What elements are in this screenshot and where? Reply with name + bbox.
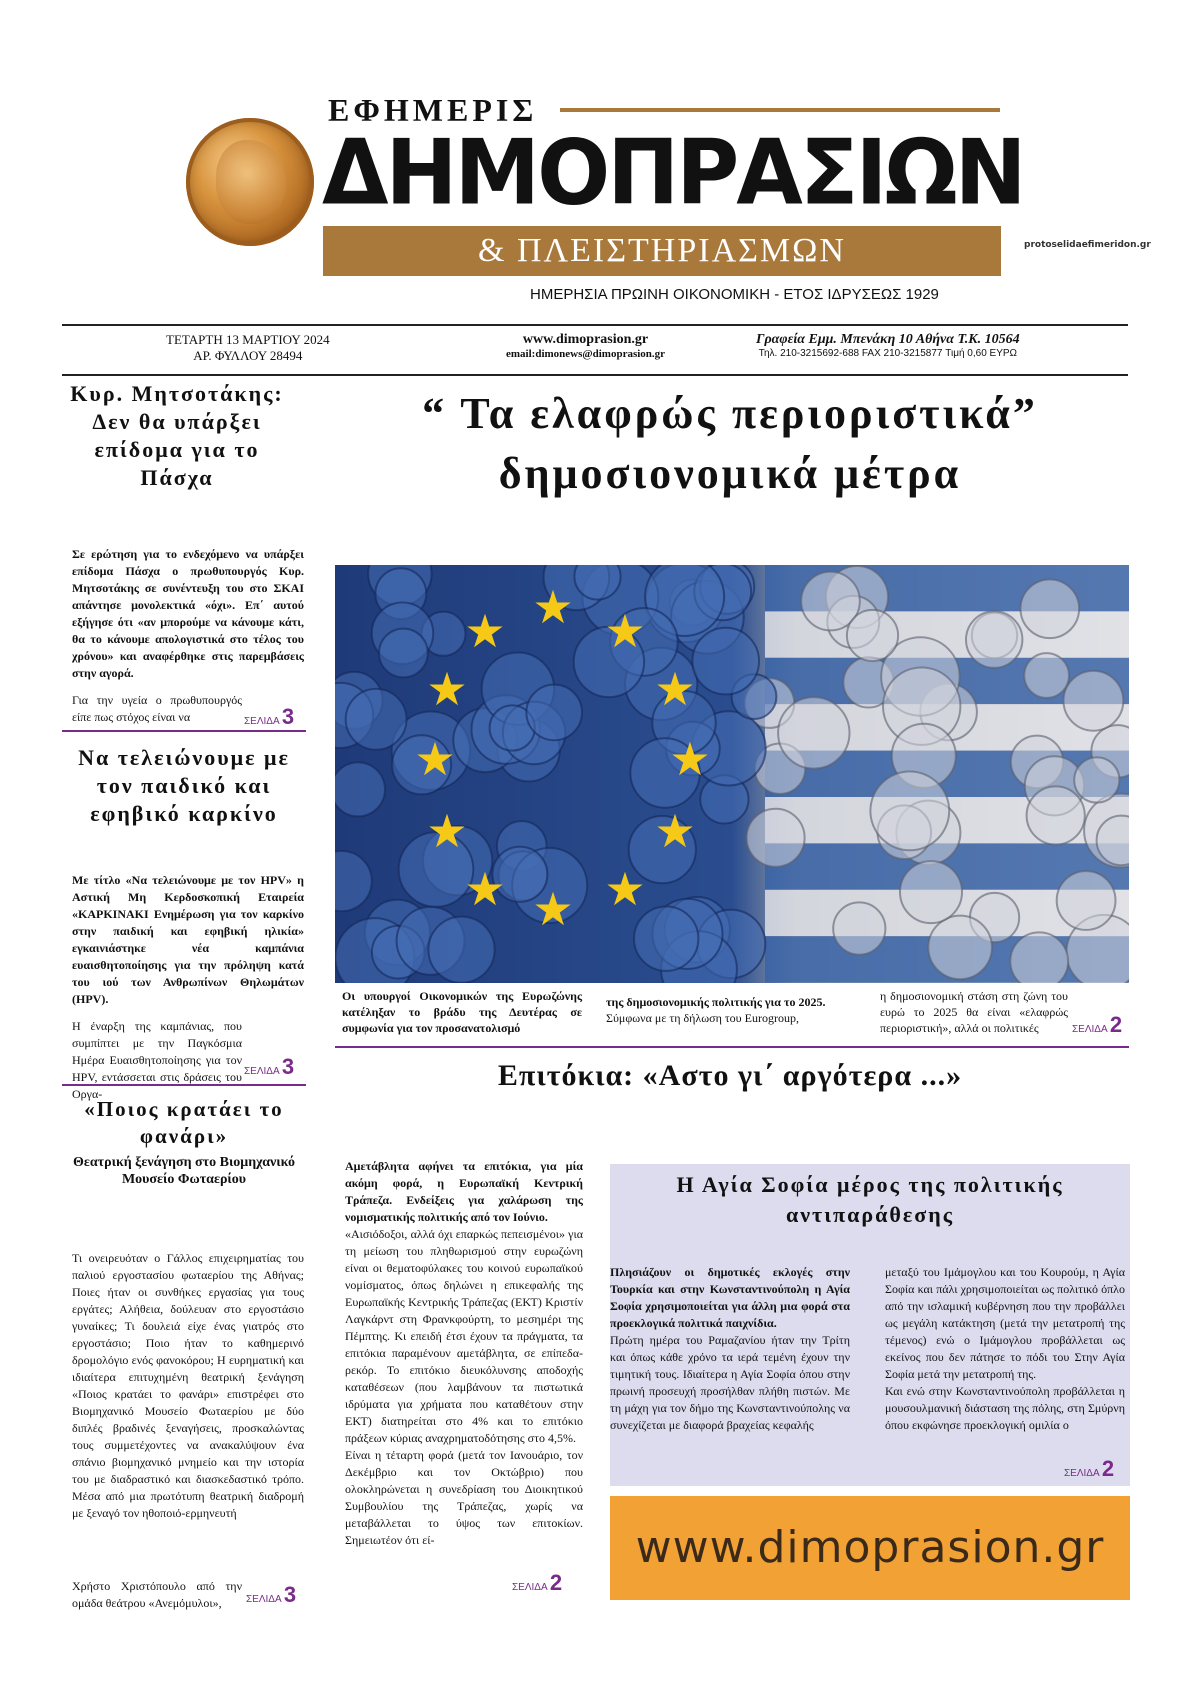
coin xyxy=(1074,757,1119,802)
email-link[interactable]: email:dimonews@dimoprasion.gr xyxy=(506,348,666,360)
divider xyxy=(335,1046,1129,1048)
article-text-sofia: Πρώτη ημέρα του Ραμαζανίου ήταν την Τρίτη και όπως κάθε χρόνο τα ιερά τεμένη έχουν την τιμητική τους. Ιδιαίτερα η Αγία Σοφία όπου στην πρωινή προσευχή προσήλθαν πλήθη πιστών. Με τη μάχη για τον δήμο της Κωνσταντινούπολης να συνεχίζεται με διαφορά βραχείας κεφαλής xyxy=(610,1333,850,1432)
article-text-fanari-cont: Χρήστο Χριστόπουλο από την ομάδα θεάτρου «Ανεμόμυλοι», xyxy=(72,1579,242,1610)
article-lead-sofia: Πλησιάζουν οι δημοτικές εκλογές στην Τουρκία και στην Κωνσταντινούπολη η Αγία Σοφία χρησιμοποιείται για άλλη μια φορά στα προεκλογικά πολιτικά παιχνίδια. xyxy=(610,1265,850,1330)
page-ref-number: 2 xyxy=(549,1570,563,1595)
website-banner[interactable] xyxy=(610,1496,1130,1600)
article-text-cancer: Με τίτλο «Να τελειώνουμε με τον HPV» η Αστική Μη Κερδοσκοπική Εταιρεία «ΚΑΡΚΙΝΑΚΙ Ενημέρωση για τον καρκίνο στην παιδική και εφηβική ηλικία» εγκαινιάστηκε νέα καμπάνια ευαισθητοποίησης για την πρόληψη κατά του ιού των Ανθρωπίνων Θηλωμάτων (HPV). xyxy=(72,873,304,1006)
divider xyxy=(62,1084,306,1086)
page-ref-number: 2 xyxy=(1109,1012,1123,1037)
page-ref-link[interactable] xyxy=(244,1054,294,1080)
article-sofia-col1 xyxy=(610,1264,850,1434)
divider xyxy=(62,374,1128,376)
page-ref-link[interactable] xyxy=(244,704,294,730)
masthead-tagline: ΗΜΕΡΗΣΙΑ ΠΡΩΙΝΗ ΟΙΚΟΝΟΜΙΚΗ - ΕΤΟΣ ΙΔΡΥΣΕΩΣ 1929 xyxy=(530,286,939,303)
coin xyxy=(778,697,849,768)
page-ref-label: ΣΕΛΙΔΑ xyxy=(1072,1024,1108,1035)
page-ref-label: ΣΕΛΙΔΑ xyxy=(244,716,280,727)
coin xyxy=(1021,580,1080,639)
page-ref-label: ΣΕΛΙΔΑ xyxy=(244,1066,280,1077)
article-headline-mitsotakis[interactable]: Κυρ. Μητσοτάκης: Δεν θα υπάρξει επίδομα για το Πάσχα xyxy=(70,381,284,490)
article-text-sofia-cont: μεταξύ του Ιμάμογλου και του Κουρούμ, η Αγία Σοφία και πάλι χρησιμοποιείται ως πολιτικό όπλο από την ισλαμική κυβέρνηση που την προβάλλει ως μεγάλη κατάκτηση (μετά την μετατροπή της τέμενος) ενώ ο Ιμάμογλου προβάλλεται ως εκείνος που δεν πάτησε το πόδι του Στην Αγία Σοφία μετά την μετατροπή της. xyxy=(885,1265,1125,1381)
eu-star-icon: ★ xyxy=(604,604,646,658)
coin xyxy=(346,689,407,750)
coin xyxy=(747,809,805,867)
article-text-rates: «Αισιόδοξοι, αλλά όχι επαρκώς πεπεισμένοι» για τη μείωση του πληθωρισμού στην ευρωζώνη είναι οι θεματοφύλακες του κοινού ευρωπαϊκού νομίσματος, όπως δηλώνει η επικεφαλής της Ευρωπαϊκής Κεντρικής Τράπεζας (ΕΚΤ) Κριστίν Λαγκάρντ στη Φρανκφούρτη, το μεσημέρι της Πέμπτης. Κι επειδή έτσι έχουν τα πράγματα, τα επιτόκια παραμένουν αμετάβλητα, σε επίπεδα-ρεκόρ. Το επιτόκιο διευκόλυνσης αποδοχής καταθέσεων (που λαμβάνουν τα πιστωτικά ιδρύματα για χρήματα που καταθέτουν στην ΕΚΤ) διατηρείται στο 4% και το επιτόκιο πράξεων κύριας αναχρηματοδότησης στο 4,5%. xyxy=(345,1227,583,1445)
eu-star-icon: ★ xyxy=(464,862,506,916)
page-ref-number: 3 xyxy=(281,704,295,729)
masthead-ephemeris: ΕΦΗΜΕΡΙΣ xyxy=(328,92,538,128)
eu-star-icon: ★ xyxy=(532,580,574,634)
office-contacts: Τηλ. 210-3215692-688 FAX 210-3215877 Τιμή 0,60 ΕΥΡΩ xyxy=(758,348,1018,359)
coin xyxy=(1064,671,1124,731)
article-headline-sofia[interactable]: Η Αγία Σοφία μέρος της πολιτικής αντιπαράθεσης xyxy=(676,1172,1064,1227)
eu-greek-flag-coins-photo xyxy=(335,565,1129,983)
article-text-mitsotakis-cont: Για την υγεία ο πρωθυπουργός είπε πως στόχος είναι να xyxy=(72,693,242,724)
page-ref-link[interactable] xyxy=(246,1582,296,1608)
photo-caption-middle xyxy=(606,994,856,1026)
issue-number: ΑΡ. ΦΥΛΛΟΥ 28494 xyxy=(193,348,303,363)
coin xyxy=(526,685,582,741)
article-text-cancer-cont: Η έναρξη της καμπάνιας, που συμπίπτει με την Παγκόσμια Ημέρα Ευαισθητοποίησης για τον HPV, εντάσσεται στις δράσεις του Οργα- xyxy=(72,1019,242,1101)
coin xyxy=(1027,786,1085,844)
masthead-title: ΔΗΜΟΠΡΑΣΙΩΝ xyxy=(322,120,1024,226)
eu-star-icon: ★ xyxy=(532,882,574,936)
eu-star-icon: ★ xyxy=(464,604,506,658)
eu-star-icon: ★ xyxy=(426,662,468,716)
article-headline-rates[interactable]: Επιτόκια: «Αστο γι΄ αργότερα ...» xyxy=(497,1059,963,1092)
coin xyxy=(335,762,385,816)
masthead-rule xyxy=(560,108,1000,112)
page-ref-number: 3 xyxy=(283,1582,297,1607)
divider xyxy=(62,324,1128,326)
article-headline-fanari[interactable]: «Ποιος κρατάει το φανάρι» xyxy=(84,1097,284,1148)
coin xyxy=(1024,653,1069,698)
article-sofia-col2 xyxy=(885,1264,1125,1434)
banner-text: www.dimoprasion.gr xyxy=(635,1522,1105,1573)
photo-caption-lead: Οι υπουργοί Οικονομικών της Ευρωζώνης κατέληξαν το βράδυ της Δευτέρας σε συμφωνία για τον προσανατολισμό xyxy=(342,989,582,1035)
main-headline[interactable]: “ Τα ελαφρώς περιοριστικά” δημοσιονομικά μέτρα xyxy=(422,389,1038,498)
eu-star-icon: ★ xyxy=(654,662,696,716)
office-address: Γραφεία Εμμ. Μπενάκη 10 Αθήνα Τ.Κ. 10564 xyxy=(756,332,1020,347)
eu-star-icon: ★ xyxy=(414,732,456,786)
watermark-site-tag: protoselidaefimeridon.gr xyxy=(1024,240,1151,250)
article-text-sofia-end: Και ενώ στην Κωνσταντινούπολη προβάλλεται η μουσουλμανική διάσταση της πόλης, στη Σμύρνη όπου εκφώνησε προεκλογική ομιλία ο xyxy=(885,1384,1125,1432)
article-lead-rates: Αμετάβλητα αφήνει τα επιτόκια, για μία ακόμη φορά, η Ευρωπαϊκή Κεντρική Τράπεζα. Ενδείξεις για χαλάρωση της νομισματικής πολιτικής από τον Ιούνιο. xyxy=(345,1159,583,1224)
office-block xyxy=(756,332,1020,359)
page-ref-link[interactable] xyxy=(512,1570,562,1596)
page-ref-link[interactable] xyxy=(1072,1012,1122,1038)
coin xyxy=(428,917,494,983)
article-headline-cancer[interactable]: Να τελειώνουμε με τον παιδικό και εφηβικό καρκίνο xyxy=(78,745,290,826)
page-ref-link[interactable] xyxy=(1064,1456,1114,1482)
coin xyxy=(900,861,962,923)
coin xyxy=(847,610,898,661)
eu-star-icon: ★ xyxy=(669,732,711,786)
photo-caption-middle-a: της δημοσιονομικής πολιτικής για το 2025. xyxy=(606,995,826,1009)
coin xyxy=(634,907,698,971)
article-text-rates-cont: Είναι η τέταρτη φορά (μετά τον Ιανουάριο, τον Δεκέμβριο και τον Οκτώβριο) που ολοκληρώνεται η συνεδρίαση του Διοικητικού Συμβουλίου της Τράπεζας, χωρίς να μεταβάλλεται το ύψος των επιτοκίων. Σημειωτέον ότι εί- xyxy=(345,1448,583,1547)
coin xyxy=(1057,871,1116,930)
coin xyxy=(833,902,885,954)
issue-date: ΤΕΤΑΡΤΗ 13 ΜΑΡΤΙΟΥ 2024 xyxy=(166,332,330,347)
website-link[interactable]: www.dimoprasion.gr xyxy=(522,332,649,347)
masthead-subtitle: & ΠΛΕΙΣΤΗΡΙΑΣΜΩΝ xyxy=(323,226,1001,276)
photo-caption-end: η δημοσιονομική στάση στη ζώνη του ευρώ το 2025 θα είναι «ελαφρώς περιοριστική», αλλά οι πολιτικές xyxy=(880,989,1068,1035)
article-subheadline-fanari: Θεατρική ξενάγηση στο Βιομηχανικό Μουσείο Φωταερίου xyxy=(72,1155,296,1187)
article-rates xyxy=(345,1158,583,1549)
coin xyxy=(1010,932,1068,983)
eu-star-icon: ★ xyxy=(426,804,468,858)
page-ref-label: ΣΕΛΙΔΑ xyxy=(512,1582,548,1593)
photo-caption-middle-b: Σύμφωνα με τη δήλωση του Eurogroup, xyxy=(606,1011,799,1025)
coin xyxy=(966,611,1022,667)
page-ref-number: 2 xyxy=(1101,1456,1115,1481)
page-ref-label: ΣΕΛΙΔΑ xyxy=(246,1594,282,1605)
date-issue-block xyxy=(166,332,330,364)
eu-star-icon: ★ xyxy=(604,862,646,916)
coin xyxy=(928,916,992,980)
page-ref-number: 3 xyxy=(281,1054,295,1079)
coin xyxy=(692,628,759,695)
coin xyxy=(379,629,428,678)
web-contact-block xyxy=(506,332,665,360)
coin xyxy=(870,772,949,851)
page-ref-label: ΣΕΛΙΔΑ xyxy=(1064,1468,1100,1479)
divider xyxy=(62,730,306,732)
article-text-fanari: Τι ονειρευόταν ο Γάλλος επιχειρηματίας του παλιού εργοστασίου φωταερίου της Αθήνας; Ποιες ήταν οι συνθήκες εργασίας για τους εργάτες; Αλήθεια, δούλευαν στο εργοστάσιο γυναίκες; Τι δουλειά είχε ένας γιατρός στο εργοστάσιο; Ποιο ήταν το καθημερινό δρομολόγιο ενός φανοκόρου; Η ευρηματική και ιδιαίτερα επιτυχημένη θεατρική ξενάγηση «Ποιος κρατάει το φανάρι» επιστρέφει στο Βιομηχανικό Μουσείο Φωταερίου με δύο διπλές βραδινές ξεναγήσεις, προσκαλώντας τους συμμετέχοντες να ανακαλύψουν ένα σπάνιο βιομηχανικό μνημείο και την ιστορία του με διαδραστικό και διασκεδαστικό τρόπο. Μέσα από μια πρωτότυπη θεατρική διαδρομή με ξεναγό τον ηθοποιό-ερμηνευτή xyxy=(72,1251,304,1520)
article-text-mitsotakis: Σε ερώτηση για το ενδεχόμενο να υπάρξει επίδομα Πάσχα ο πρωθυπουργός Κυρ. Μητσοτάκης σε συνέντευξη του στο ΣΚΑΙ απάντησε μονολεκτικά «όχι». Επ΄ αυτού εξήγησε ότι «αν μπορούμε να κάνουμε κάτι, θα το κάνουμε απολογιστικά στο τέλος του χρόνου» και αναφέρθηκε στις παρεμβάσεις στην αγορά. xyxy=(72,547,304,680)
coin-face-icon xyxy=(216,140,286,224)
coin-logo-icon xyxy=(186,118,314,246)
eu-star-icon: ★ xyxy=(654,804,696,858)
